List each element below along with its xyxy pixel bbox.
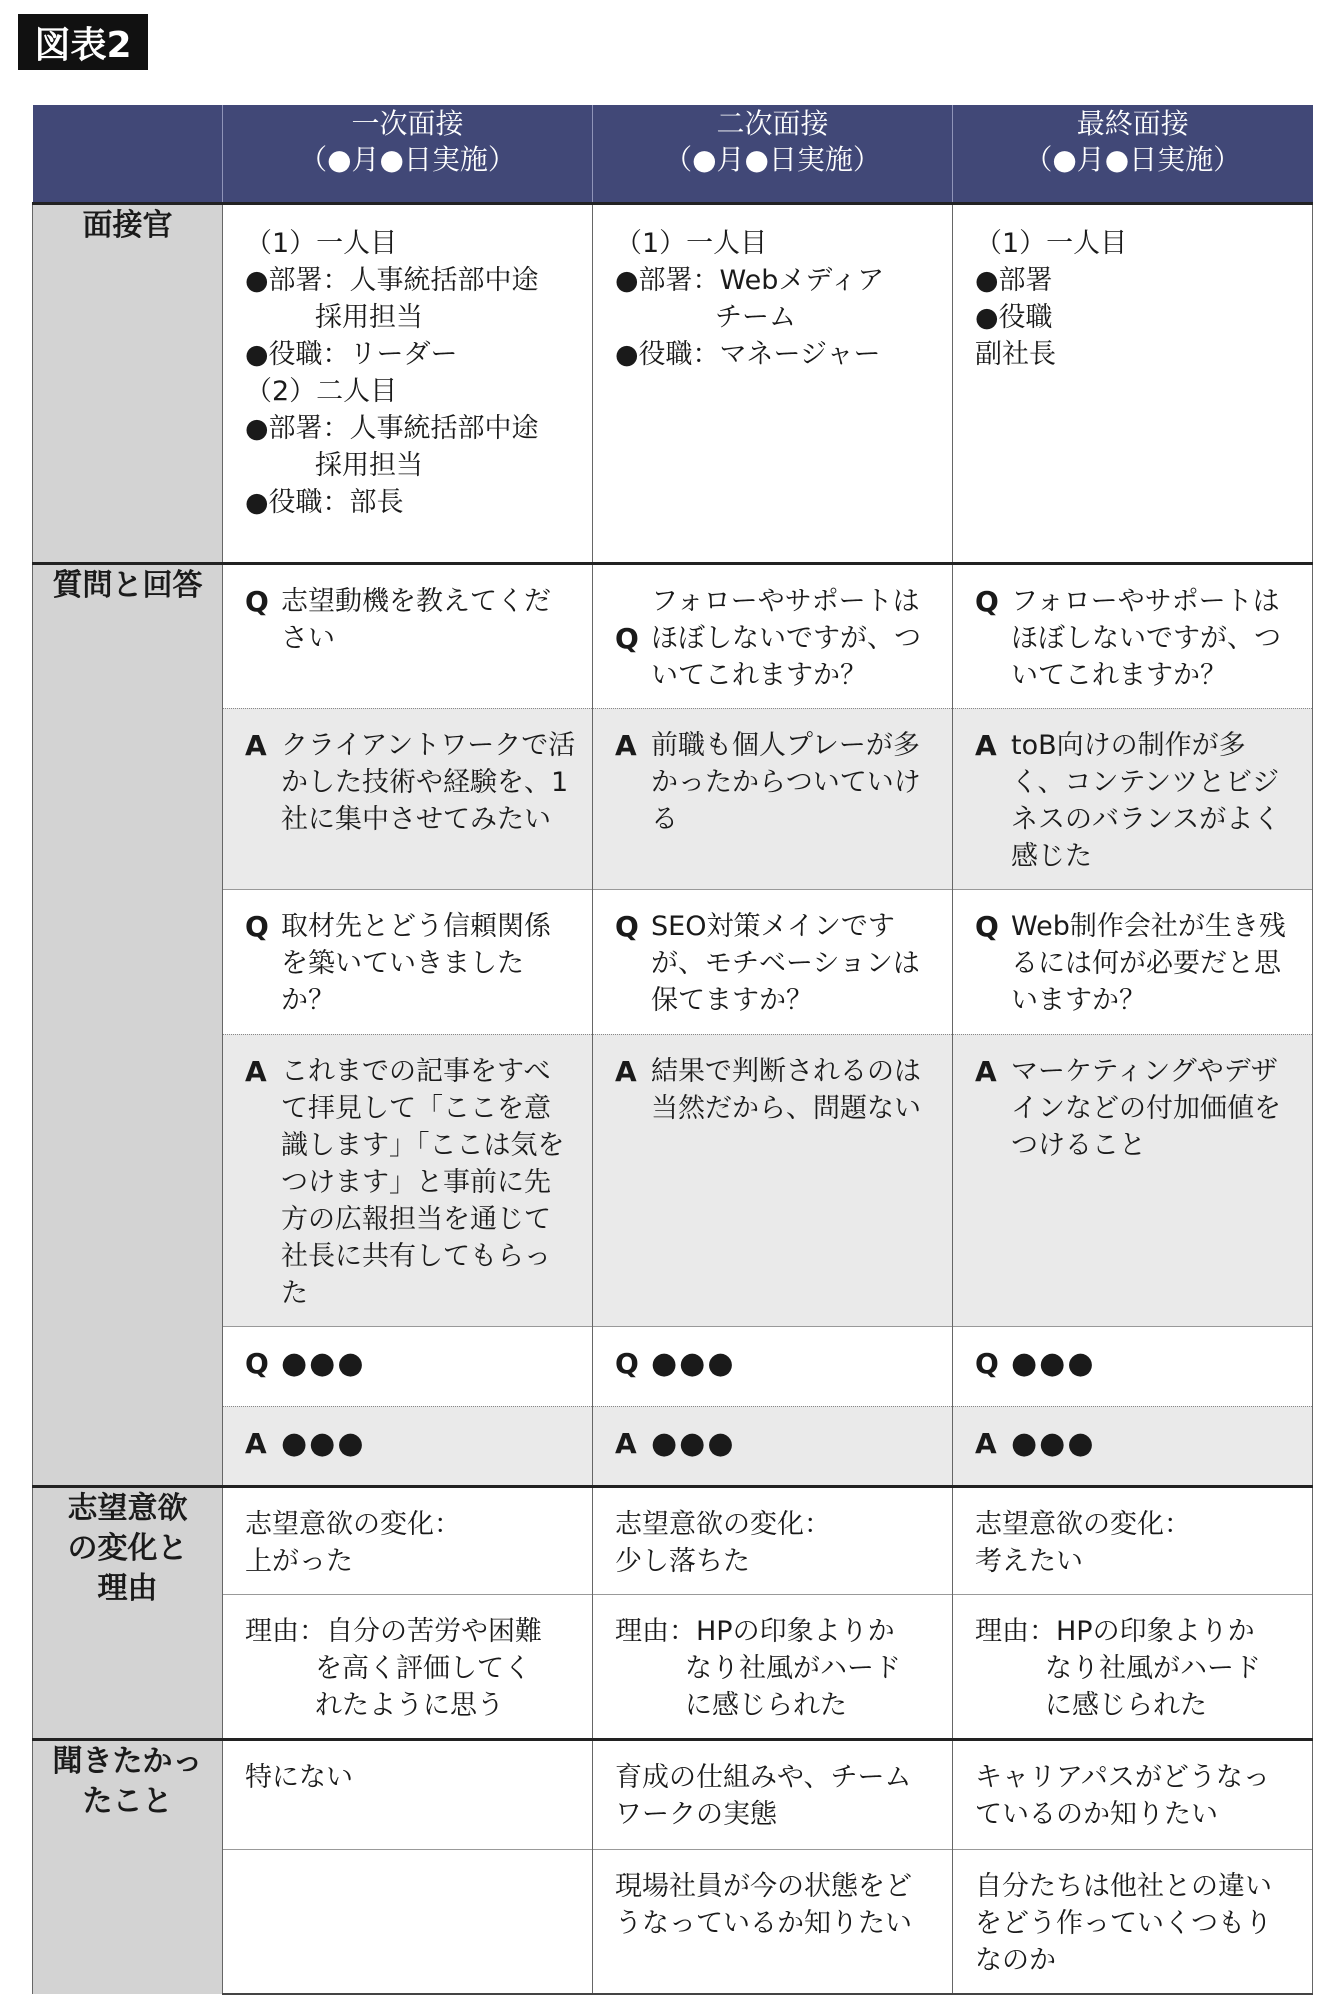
motivation-reason-row	[33, 1594, 1313, 1739]
reason-text: 理由：自分の苦労や困難	[245, 1615, 542, 1647]
question-text: Web制作会社が生き残るには何が必要だと思いますか？	[1011, 910, 1286, 1016]
question-text: ●●●	[1011, 1345, 1096, 1381]
interviewer-text: ●役職	[975, 301, 1053, 333]
header-date: （●月●日実施）	[299, 143, 516, 176]
motivation-change-cell	[223, 1486, 593, 1594]
interviewer-text: 採用担当	[315, 301, 423, 333]
qa-cell	[223, 1326, 593, 1406]
motivation-label: 志望意欲の変化：	[615, 1508, 831, 1540]
interviewer-text: ●部署：人事統括部中途	[245, 264, 539, 296]
qa-cell	[953, 708, 1313, 889]
qa-cell	[953, 889, 1313, 1034]
q-mark: Q	[975, 909, 999, 943]
qa-cell	[593, 708, 953, 889]
q-mark: Q	[245, 909, 269, 943]
interviewer-text: （2）二人目	[245, 375, 398, 407]
motivation-value: 少し落ちた	[615, 1545, 750, 1577]
answer-text: ●●●	[281, 1425, 366, 1461]
q-mark: Q	[975, 584, 999, 618]
interviewer-text: ●役職：マネージャー	[615, 338, 881, 370]
answer-text: toB向けの制作が多く、コンテンツとビジネスのバランスがよく感じた	[1011, 729, 1281, 872]
motivation-reason-cell	[223, 1594, 593, 1739]
question-text: フォローやサポートはほぼしないですが、ついてこれますか？	[651, 585, 921, 691]
row-label-want-to-ask	[33, 1739, 223, 1994]
a-mark: A	[615, 1054, 637, 1088]
qa-cell	[593, 1326, 953, 1406]
header-row	[33, 105, 1313, 203]
answer-text: ●●●	[651, 1425, 736, 1461]
header-date: （●月●日実施）	[1024, 143, 1242, 176]
reason-text: なり社風がハード	[685, 1652, 901, 1684]
want-to-ask-cell: キャリアパスがどうなっているのか知りたい	[953, 1739, 1313, 1849]
row-label-motivation	[33, 1486, 223, 1739]
interviewer-text: （1）一人目	[245, 227, 398, 259]
answer-text: これまでの記事をすべて拝見して「ここを意識します」「ここは気をつけます」と事前に先方の広報担当を通じて社長に共有してもらった	[281, 1055, 565, 1309]
q-mark: Q	[615, 1346, 639, 1380]
figure-label: 図表2	[18, 14, 148, 70]
qa-row-q2	[33, 889, 1313, 1034]
answer-text: クライアントワークで活かした技術や経験を、1社に集中させてみたい	[281, 729, 576, 835]
interviewer-first	[223, 203, 593, 563]
want-to-ask-cell: 自分たちは他社との違いをどう作っていくつもりなのか	[953, 1849, 1313, 1994]
q-mark: Q	[615, 621, 639, 655]
interviewer-text: ●役職：リーダー	[245, 338, 458, 370]
qa-cell	[953, 1406, 1313, 1486]
row-label-text: 理由	[97, 1570, 158, 1606]
a-mark: A	[975, 728, 997, 762]
reason-text: を高く評価してく	[315, 1652, 531, 1684]
answer-text: 前職も個人プレーが多かったからついていける	[651, 729, 921, 835]
header-date: （●月●日実施）	[664, 143, 881, 176]
qa-cell	[593, 563, 953, 708]
motivation-value: 考えたい	[975, 1545, 1083, 1577]
interviewer-text: （1）一人目	[615, 227, 768, 259]
row-label-text: 聞きたかっ	[52, 1743, 203, 1779]
interview-table	[32, 105, 1313, 1995]
question-text: ●●●	[281, 1345, 366, 1381]
motivation-change-cell	[953, 1486, 1313, 1594]
answer-text: ●●●	[1011, 1425, 1096, 1461]
qa-row-a2	[33, 1034, 1313, 1326]
motivation-reason-cell	[953, 1594, 1313, 1739]
qa-cell	[953, 1034, 1313, 1326]
question-text: ●●●	[651, 1345, 736, 1381]
q-mark: Q	[245, 584, 269, 618]
header-second-interview	[593, 105, 953, 203]
interviewer-text: ●役職：部長	[245, 486, 404, 518]
qa-cell	[223, 708, 593, 889]
a-mark: A	[245, 1054, 267, 1088]
header-final-interview	[953, 105, 1313, 203]
motivation-change-row	[33, 1486, 1313, 1594]
answer-text: 結果で判断されるのは当然だから、問題ない	[651, 1055, 921, 1124]
reason-text: なり社風がハード	[1045, 1652, 1261, 1684]
qa-cell	[953, 563, 1313, 708]
qa-cell	[593, 1406, 953, 1486]
want-to-ask-cell: 現場社員が今の状態をどうなっているか知りたい	[593, 1849, 953, 1994]
row-label-qa: 質問と回答	[33, 563, 223, 1486]
motivation-value: 上がった	[245, 1545, 353, 1577]
question-text: 志望動機を教えてください	[281, 585, 551, 654]
interviewer-text: （1）一人目	[975, 227, 1128, 259]
reason-text: 理由：HPの印象よりか	[975, 1615, 1255, 1647]
header-corner	[33, 105, 223, 203]
interviewer-text: ●部署	[975, 264, 1053, 296]
a-mark: A	[615, 1426, 637, 1460]
qa-row-a1	[33, 708, 1313, 889]
row-label-text: 志望意欲	[67, 1490, 188, 1526]
want-to-ask-cell: 育成の仕組みや、チームワークの実態	[593, 1739, 953, 1849]
header-title: 一次面接	[351, 107, 464, 140]
motivation-change-cell	[593, 1486, 953, 1594]
q-mark: Q	[975, 1346, 999, 1380]
row-label-text: たこと	[82, 1783, 173, 1819]
motivation-label: 志望意欲の変化：	[975, 1508, 1191, 1540]
interviewer-text: チーム	[715, 301, 796, 333]
interviewer-text: 副社長	[975, 338, 1056, 370]
a-mark: A	[975, 1426, 997, 1460]
want-to-ask-cell: 特にない	[223, 1739, 593, 1849]
qa-row-q1	[33, 563, 1313, 708]
header-first-interview	[223, 105, 593, 203]
qa-cell	[223, 1034, 593, 1326]
question-text: SEO対策メインですが、モチベーションは保てますか？	[651, 910, 920, 1016]
interviewer-text: ●部署：人事統括部中途	[245, 412, 539, 444]
reason-text: に感じられた	[1045, 1689, 1207, 1721]
reason-text: れたように思う	[315, 1689, 504, 1721]
want-to-ask-row-2	[33, 1849, 1313, 1994]
interviewer-text: ●部署：Webメディア	[615, 264, 885, 296]
interviewer-final	[953, 203, 1313, 563]
qa-cell	[593, 1034, 953, 1326]
interviewer-row	[33, 203, 1313, 563]
qa-cell	[223, 889, 593, 1034]
row-label-interviewer: 面接官	[33, 203, 223, 563]
answer-text: マーケティングやデザインなどの付加価値をつけること	[1011, 1055, 1281, 1161]
a-mark: A	[615, 728, 637, 762]
qa-cell	[223, 563, 593, 708]
question-text: 取材先とどう信頼関係を築いていきましたか？	[281, 910, 551, 1016]
interviewer-second	[593, 203, 953, 563]
qa-cell	[593, 889, 953, 1034]
qa-row-a3	[33, 1406, 1313, 1486]
qa-cell	[953, 1326, 1313, 1406]
motivation-reason-cell	[593, 1594, 953, 1739]
motivation-label: 志望意欲の変化：	[245, 1508, 461, 1540]
want-to-ask-cell	[223, 1849, 593, 1994]
reason-text: に感じられた	[685, 1689, 847, 1721]
qa-cell	[223, 1406, 593, 1486]
header-title: 二次面接	[716, 107, 829, 140]
row-label-text: の変化と	[67, 1530, 188, 1566]
reason-text: 理由：HPの印象よりか	[615, 1615, 895, 1647]
interviewer-text: 採用担当	[315, 449, 423, 481]
question-text: フォローやサポートはほぼしないですが、ついてこれますか？	[1011, 585, 1281, 691]
want-to-ask-row-1	[33, 1739, 1313, 1849]
a-mark: A	[975, 1054, 997, 1088]
a-mark: A	[245, 728, 267, 762]
q-mark: Q	[615, 909, 639, 943]
q-mark: Q	[245, 1346, 269, 1380]
qa-row-q3	[33, 1326, 1313, 1406]
a-mark: A	[245, 1426, 267, 1460]
header-title: 最終面接	[1076, 107, 1189, 140]
